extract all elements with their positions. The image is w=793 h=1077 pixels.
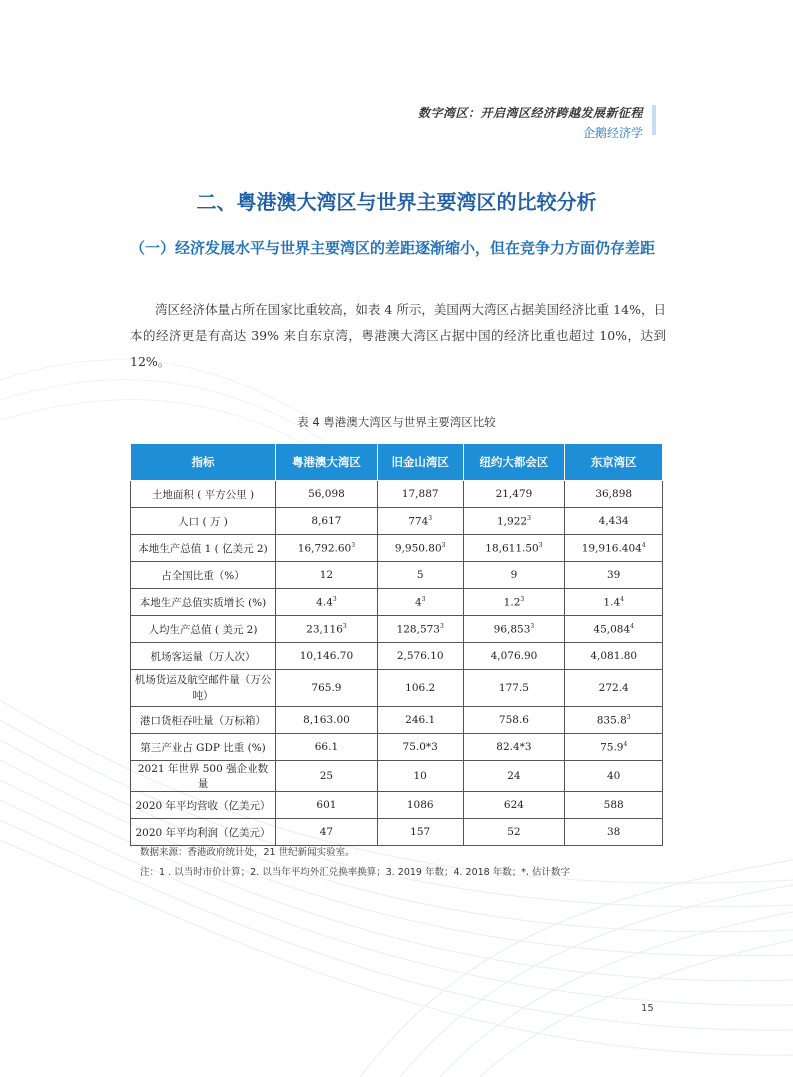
table-cell (565, 707, 663, 734)
cell-value: 39 (607, 569, 621, 581)
table-cell (377, 734, 463, 761)
table-caption: 表 4 粤港澳大湾区与世界主要湾区比较 (297, 415, 496, 429)
cell-value: 4,434 (598, 515, 629, 527)
table-row (131, 589, 663, 616)
cell-value: 588 (603, 799, 624, 811)
cell-value: 40 (607, 770, 621, 782)
row-indicator-label: 港口货柜吞吐量（万标箱） (131, 707, 276, 734)
table-cell (463, 643, 565, 670)
table-cell (276, 670, 378, 707)
cell-value: 8,617 (311, 515, 342, 527)
table-cell (377, 535, 463, 562)
table-cell (276, 508, 378, 535)
header-ny: 纽约大都会区 (463, 444, 565, 481)
footnote-marker: 4 (620, 595, 624, 603)
cell-value: 75.0*3 (402, 741, 438, 753)
row-indicator-label: 本地生产总值实质增长 (%) (131, 589, 276, 616)
table-cell (377, 589, 463, 616)
cell-value: 75.9 (600, 741, 624, 754)
footnote-marker: 3 (421, 595, 426, 603)
cell-value: 82.4*3 (496, 741, 532, 753)
footnote-marker: 4 (641, 541, 646, 549)
row-indicator-label: 2020 年平均利润（亿美元） (131, 819, 276, 846)
table-cell (276, 643, 378, 670)
table-cell (276, 707, 378, 734)
cell-value: 601 (316, 799, 337, 811)
cell-value: 1,922 (497, 515, 528, 528)
table-cell (463, 562, 565, 589)
footnote-marker: 3 (538, 541, 543, 549)
cell-value: 16,792.60 (297, 542, 352, 555)
header-accent-bar (652, 105, 656, 135)
cell-value: 21,479 (495, 488, 533, 500)
data-source-note: 数据来源：香港政府统计处，21 世纪新闻实验室。 (140, 847, 355, 858)
cell-value: 17,887 (401, 488, 439, 500)
table-header-row (131, 444, 663, 481)
table-cell (276, 792, 378, 819)
cell-value: 774 (408, 515, 429, 528)
table-row (131, 535, 663, 562)
row-indicator-label: 占全国比重（%） (131, 562, 276, 589)
row-indicator-label: 2021 年世界 500 强企业数量 (131, 761, 276, 792)
cell-value: 157 (410, 826, 431, 838)
cell-value: 758.6 (498, 714, 529, 726)
table-cell (565, 481, 663, 508)
cell-value: 12 (319, 569, 334, 581)
table-cell (377, 481, 463, 508)
body-paragraph: 湾区经济体量占所在国家比重较高，如表 4 所示，美国两大湾区占据美国经济比重 14%，日本的经济更是有高达 39% 来自东京湾，粤港澳大湾区占据中国的经济比重也超过 10%，达到 12%。 (130, 302, 666, 369)
cell-value: 128,573 (396, 623, 440, 636)
table-row (131, 707, 663, 734)
table-cell (377, 643, 463, 670)
table-cell (565, 643, 663, 670)
footnote-marker: 3 (530, 622, 535, 630)
table-cell (377, 616, 463, 643)
footnote-marker: 3 (332, 595, 337, 603)
footnote-marker: 3 (351, 541, 356, 549)
cell-value: 272.4 (598, 682, 629, 694)
table-cell (276, 734, 378, 761)
cell-value: 177.5 (498, 682, 529, 694)
footnote-marker: 3 (527, 514, 531, 522)
cell-value: 2,576.10 (396, 650, 444, 662)
header-tokyo: 东京湾区 (565, 444, 663, 481)
cell-value: 5 (416, 569, 424, 581)
cell-value: 4,076.90 (490, 650, 538, 662)
header-sf: 旧金山湾区 (377, 444, 463, 481)
table-cell (463, 734, 565, 761)
table-notes (140, 843, 570, 883)
table-cell (377, 792, 463, 819)
cell-value: 4.4 (316, 596, 333, 609)
table-cell (565, 508, 663, 535)
cell-value: 106.2 (405, 682, 436, 694)
cell-value: 36,898 (595, 488, 633, 500)
table-row (131, 562, 663, 589)
footnote-marker: 4 (630, 622, 634, 630)
table-cell (565, 761, 663, 792)
footnote-marker: 3 (520, 595, 525, 603)
table-row (131, 508, 663, 535)
footnote-marker: 3 (441, 541, 446, 549)
table-cell (377, 819, 463, 846)
table-cell (276, 589, 378, 616)
table-row (131, 819, 663, 846)
table-cell (463, 761, 565, 792)
table-cell (463, 589, 565, 616)
table-row (131, 734, 663, 761)
cell-value: 246.1 (405, 714, 436, 726)
table-cell (377, 707, 463, 734)
subsection-title: （一）经济发展水平与世界主要湾区的差距逐渐缩小，但在竞争力方面仍存差距 (130, 239, 656, 257)
cell-value: 624 (503, 799, 524, 811)
cell-value: 96,853 (493, 623, 531, 636)
table-row (131, 792, 663, 819)
row-indicator-label: 2020 年平均营收（亿美元） (131, 792, 276, 819)
table-cell (463, 707, 565, 734)
table-row (131, 643, 663, 670)
cell-value: 1.4 (603, 596, 621, 609)
cell-value: 4 (414, 596, 422, 609)
row-indicator-label: 土地面积 ( 平方公里 ) (131, 481, 276, 508)
table-cell (565, 535, 663, 562)
cell-value: 56,098 (308, 488, 345, 500)
cell-value: 1086 (406, 799, 434, 811)
table-cell (276, 535, 378, 562)
footnote-marker: 3 (342, 622, 347, 630)
comparison-table (130, 443, 663, 846)
footnote-marker: 3 (439, 622, 444, 630)
row-indicator-label: 机场货运及航空邮件量（万公吨） (131, 670, 276, 707)
cell-value: 25 (319, 770, 334, 782)
cell-value: 52 (507, 826, 521, 838)
table-cell (463, 535, 565, 562)
table-cell (463, 481, 565, 508)
table-cell (463, 508, 565, 535)
cell-value: 23,116 (306, 623, 343, 636)
footnote-marker: 4 (623, 740, 628, 748)
table-cell (565, 589, 663, 616)
table-cell (377, 761, 463, 792)
header-gba: 粤港澳大湾区 (276, 444, 378, 481)
cell-value: 10 (413, 770, 427, 782)
table-cell (276, 819, 378, 846)
table-cell (565, 819, 663, 846)
table-cell (377, 508, 463, 535)
running-header (418, 104, 643, 141)
table-cell (276, 761, 378, 792)
footnote-marker: 3 (428, 514, 433, 522)
table-cell (463, 792, 565, 819)
footnote-marker: 3 (626, 713, 631, 721)
cell-value: 9,950.80 (394, 542, 442, 555)
cell-value: 765.9 (311, 682, 342, 694)
cell-value: 66.1 (314, 741, 339, 753)
table-cell (565, 562, 663, 589)
cell-value: 18,611.50 (485, 542, 539, 555)
cell-value: 9 (510, 569, 518, 581)
table-cell (565, 616, 663, 643)
footnote: 注：1 . 以当时市价计算；2. 以当年平均外汇兑换率换算；3. 2019 年数；4. 2018 年数；*. 估计数字 (140, 867, 571, 878)
table-row (131, 670, 663, 707)
cell-value: 45,084 (593, 623, 631, 636)
cell-value: 38 (607, 826, 621, 838)
header-indicator: 指标 (131, 444, 276, 481)
row-indicator-label: 机场客运量（万人次） (131, 643, 276, 670)
page-number: 15 (641, 1003, 654, 1014)
table-cell (463, 670, 565, 707)
table-row (131, 616, 663, 643)
cell-value: 8,163.00 (303, 714, 350, 726)
section-title: 二、粤港澳大湾区与世界主要湾区的比较分析 (196, 190, 597, 214)
cell-value: 10,146.70 (299, 650, 354, 662)
table-cell (463, 616, 565, 643)
row-indicator-label: 本地生产总值 1 ( 亿美元 2) (131, 535, 276, 562)
cell-value: 1.2 (503, 596, 521, 609)
cell-value: 24 (507, 770, 521, 782)
row-indicator-label: 人口 ( 万 ) (131, 508, 276, 535)
running-header-subtitle: 企鹅经济学 (582, 126, 643, 140)
cell-value: 47 (319, 826, 334, 838)
table-cell (276, 481, 378, 508)
cell-value: 835.8 (596, 714, 627, 727)
table-cell (377, 562, 463, 589)
row-indicator-label: 第三产业占 GDP 比重 (%) (131, 734, 276, 761)
table-cell (377, 670, 463, 707)
table-cell (463, 819, 565, 846)
table-cell (565, 792, 663, 819)
row-indicator-label: 人均生产总值 ( 美元 2) (131, 616, 276, 643)
cell-value: 19,916.404 (581, 542, 642, 555)
cell-value: 4,081.80 (590, 650, 638, 662)
table-cell (276, 616, 378, 643)
table-cell (276, 562, 378, 589)
table-row (131, 481, 663, 508)
table-cell (565, 670, 663, 707)
running-header-title: 数字湾区：开启湾区经济跨越发展新征程 (417, 106, 643, 120)
table-row (131, 761, 663, 792)
table-cell (565, 734, 663, 761)
